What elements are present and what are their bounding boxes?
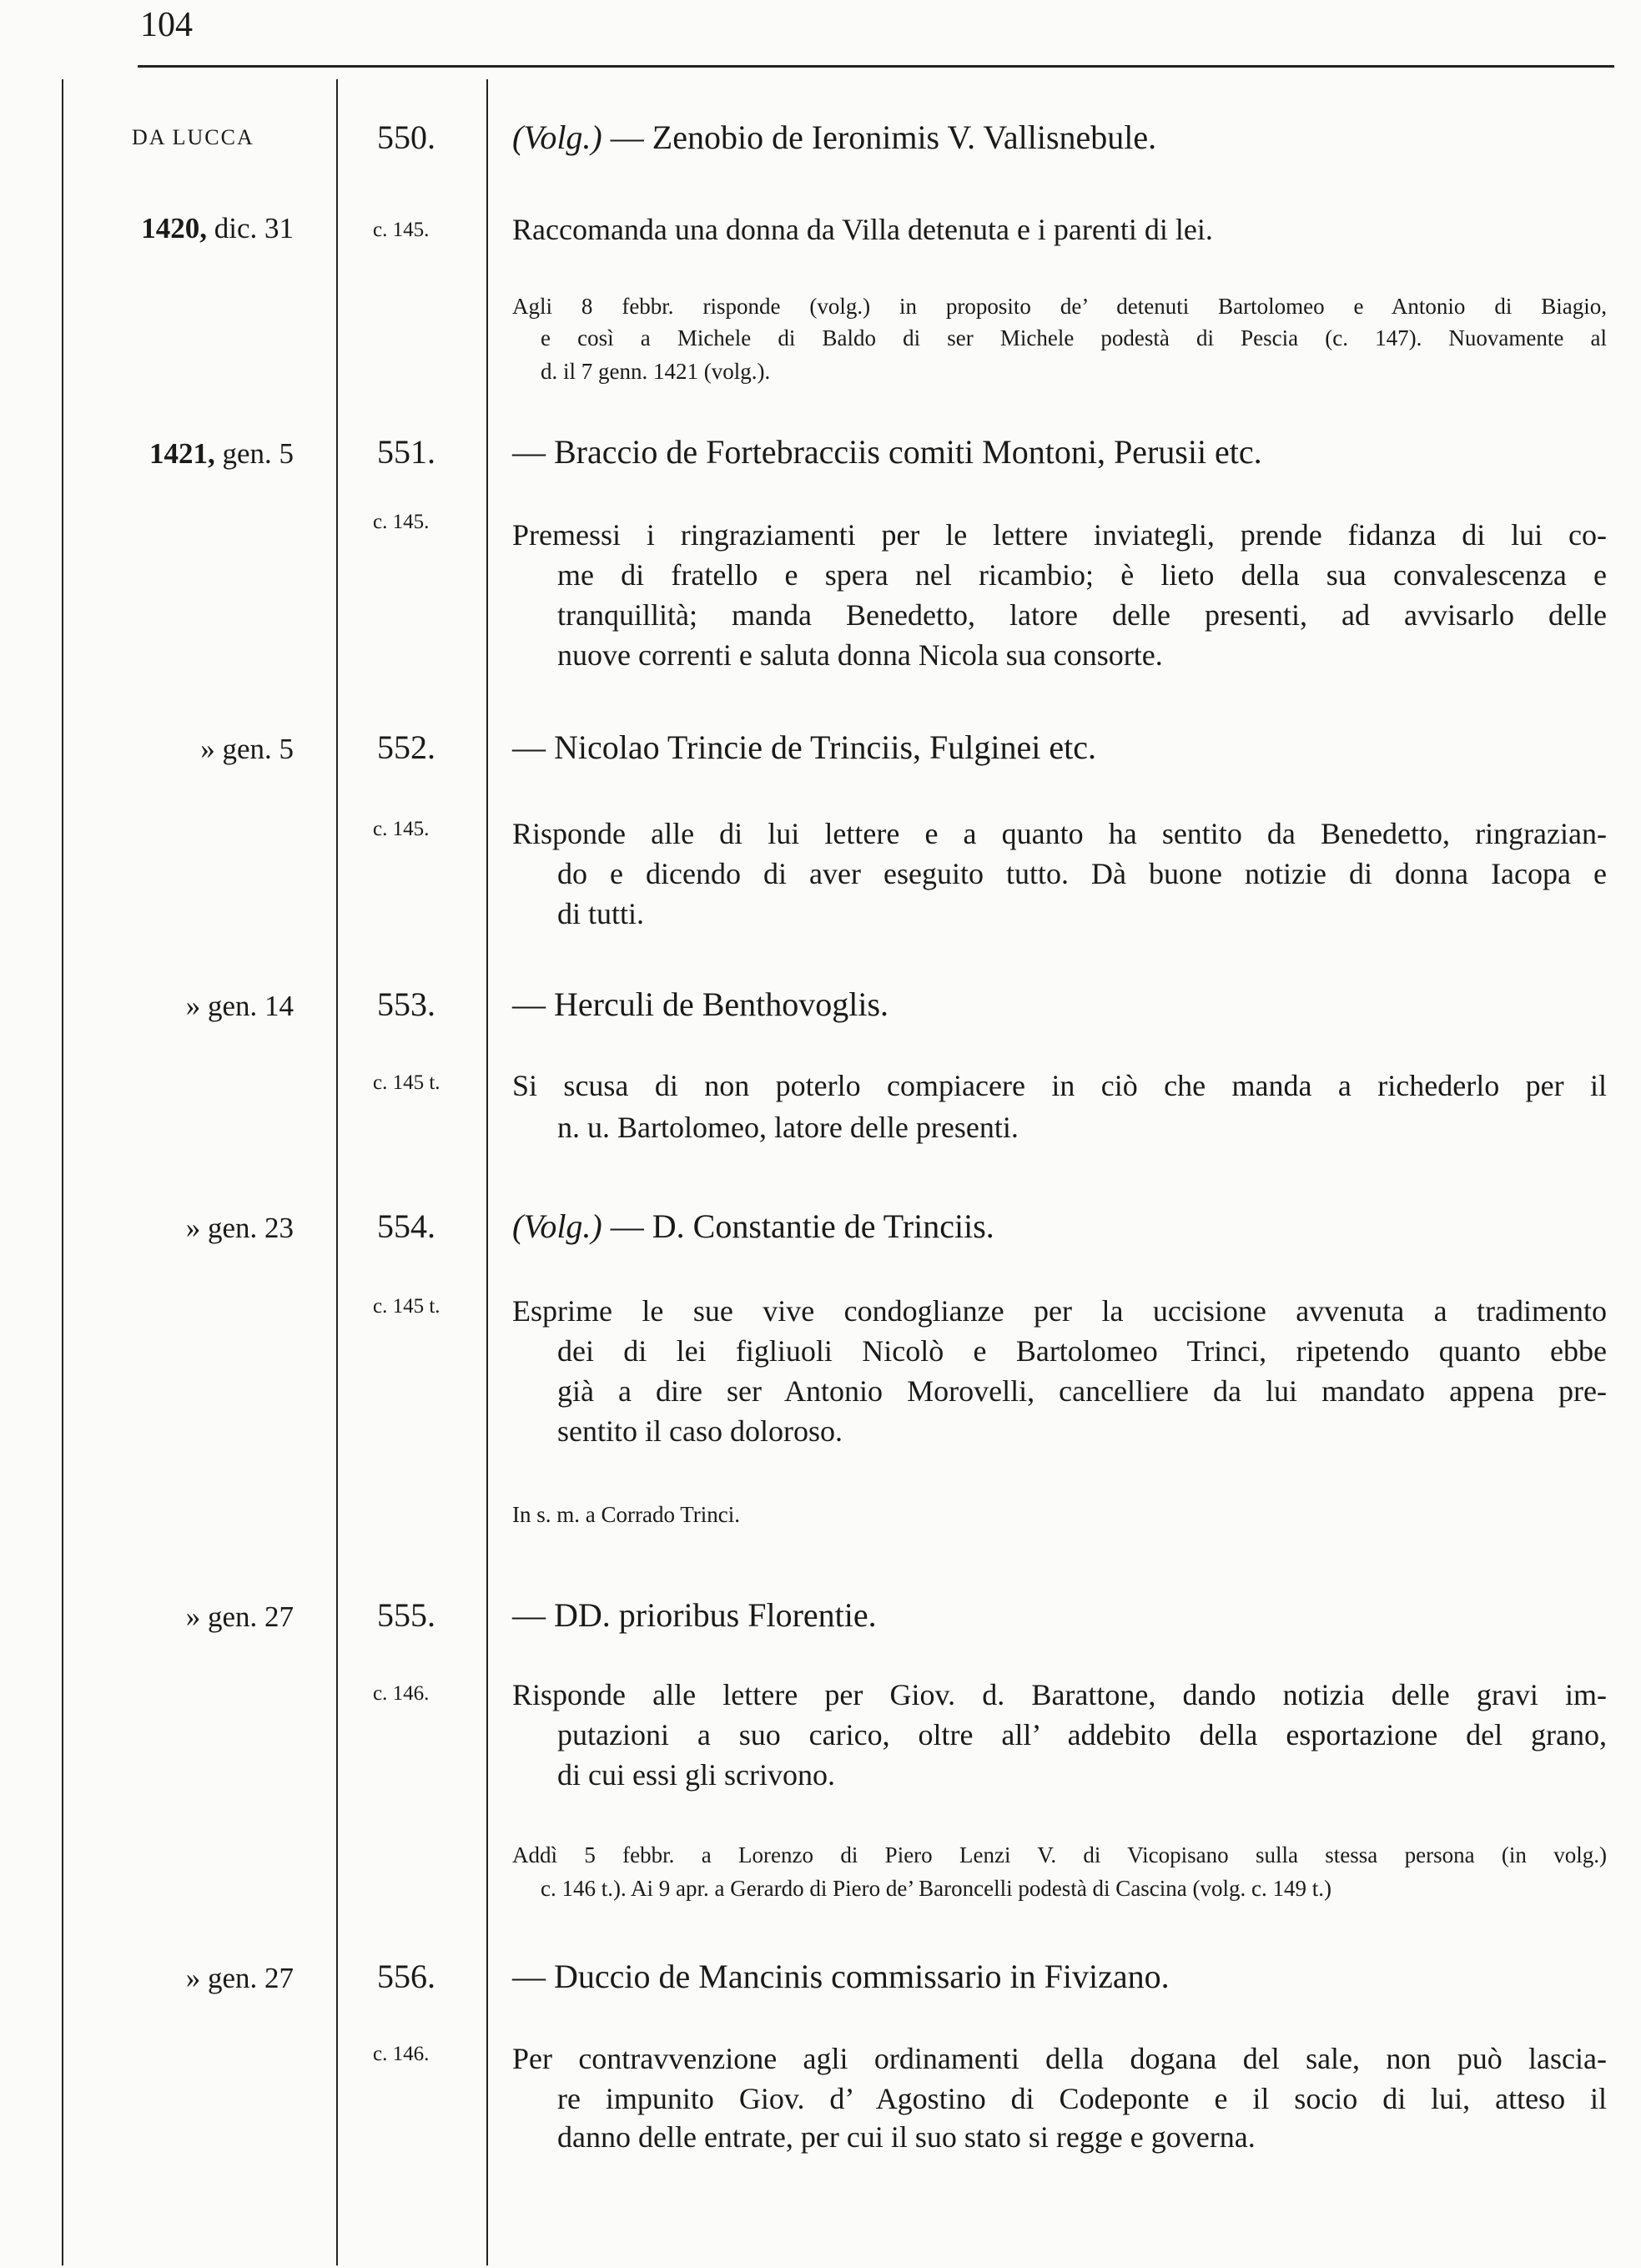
date-year: 1421, — [148, 437, 215, 470]
entry-number: 555. — [377, 1596, 435, 1634]
summary-line: di tutti. — [557, 897, 645, 930]
running-head: DA LUCCA — [132, 125, 254, 149]
folio-reference: c. 146. — [373, 2043, 430, 2065]
column-divider-right — [486, 79, 488, 2265]
entry-date — [43, 990, 294, 1023]
folio-reference: c. 145 t. — [373, 1295, 440, 1318]
summary-line: nuove correnti e saluta donna Nicola sua consorte. — [557, 638, 1163, 672]
note-line: c. 146 t.). Ai 9 apr. a Gerardo di Piero de’ Baroncelli podestà di Cascina (volg. c. 149 t.) — [541, 1876, 1331, 1901]
summary-line: tranquillità; manda Benedetto, latore delle presenti, ad avvisarlo delle — [557, 598, 1607, 632]
date-year: » — [185, 990, 201, 1022]
page-number: 104 — [140, 6, 193, 44]
entry-number: 551. — [377, 433, 435, 471]
note-line: Agli 8 febbr. risponde (volg.) in proposito de’ detenuti Bartolomeo e Antonio di Biagio, — [512, 294, 1607, 319]
date-day: dic. 31 — [206, 212, 294, 244]
summary-line: danno delle entrate, per cui il suo stato si regge e governa. — [557, 2120, 1256, 2154]
entry-number: 553. — [377, 985, 435, 1023]
entry-recipient — [512, 985, 888, 1024]
folio-reference: c. 145. — [373, 219, 430, 241]
entry-date — [43, 212, 294, 245]
summary-line: Risponde alle di lui lettere e a quanto ha sentito da Benedetto, ringrazian- — [512, 817, 1607, 850]
summary-line: Esprime le sue vive condoglianze per la uccisione avvenuta a tradimento — [512, 1294, 1607, 1328]
summary-line: dei di lei figliuoli Nicolò e Bartolomeo Trinci, ripetendo quanto ebbe — [557, 1334, 1607, 1368]
summary-line: me di fratello e spera nel ricambio; è lieto della sua convalescenza e — [557, 558, 1607, 592]
summary-line: putazioni a suo carico, oltre all’ addebito della esportazione del grano, — [557, 1718, 1607, 1751]
note-line: e così a Michele di Baldo di ser Michele podestà di Pescia (c. 147). Nuovamente al — [541, 325, 1607, 350]
recipient-name: — Zenobio de Ieronimis V. Vallisnebule. — [602, 118, 1157, 156]
entry-recipient — [512, 1207, 994, 1246]
column-divider-left — [62, 79, 63, 2265]
top-rule — [138, 65, 1614, 68]
entry-recipient — [512, 432, 1262, 471]
recipient-name: — Braccio de Fortebracciis comiti Montoni, Perusii etc. — [512, 433, 1262, 471]
summary-line: do e dicendo di aver eseguito tutto. Dà buone notizie di donna Iacopa e — [557, 857, 1607, 890]
summary-line: Risponde alle lettere per Giov. d. Barattone, dando notizia delle gravi im- — [512, 1678, 1607, 1711]
summary-line: Premessi i ringraziamenti per le lettere inviategli, prende fidanza di lui co- — [512, 518, 1607, 552]
recipient-name: — Duccio de Mancinis commissario in Fivizano. — [512, 1958, 1170, 1995]
folio-reference: c. 145. — [373, 818, 430, 840]
volgare-marker: (Volg.) — [512, 1207, 602, 1245]
entry-recipient — [512, 728, 1096, 767]
entry-recipient — [512, 1595, 877, 1635]
summary-line: già a dire ser Antonio Morovelli, cancelliere da lui mandato appena pre- — [557, 1374, 1607, 1408]
entry-number: 552. — [377, 728, 435, 766]
entry-date — [43, 437, 294, 471]
note-line: Addì 5 febbr. a Lorenzo di Piero Lenzi V. di Vicopisano sulla stessa persona (in volg.) — [512, 1842, 1607, 1867]
summary-line: Si scusa di non poterlo compiacere in ciò che manda a richederlo per il — [512, 1069, 1607, 1102]
summary-line: n. u. Bartolomeo, latore delle presenti. — [557, 1111, 1019, 1144]
recipient-name: — DD. prioribus Florentie. — [512, 1596, 877, 1634]
entry-number: 550. — [377, 118, 435, 156]
date-day: gen. 27 — [200, 1600, 294, 1633]
date-day: gen. 5 — [214, 733, 294, 765]
date-day: gen. 27 — [200, 1962, 294, 1994]
summary-line: Raccomanda una donna da Villa detenuta e i parenti di lei. — [512, 213, 1213, 246]
entry-date — [43, 1600, 294, 1634]
recipient-name: — Nicolao Trincie de Trinciis, Fulginei etc. — [512, 728, 1096, 766]
note-line: d. il 7 genn. 1421 (volg.). — [541, 359, 771, 384]
date-day: gen. 5 — [214, 437, 294, 470]
date-year: » — [185, 1212, 201, 1244]
folio-reference: c. 146. — [373, 1682, 430, 1705]
summary-line: re impunito Giov. d’ Agostino di Codeponte e il socio di lui, atteso il — [557, 2082, 1607, 2115]
entry-date — [43, 1212, 294, 1245]
recipient-name: — Herculi de Benthovoglis. — [512, 985, 889, 1023]
date-year: 1420, — [141, 212, 207, 244]
volgare-marker: (Volg.) — [512, 118, 602, 156]
note-line: In s. m. a Corrado Trinci. — [512, 1502, 740, 1527]
summary-line: di cui essi gli scrivono. — [557, 1758, 835, 1792]
summary-line: sentito il caso doloroso. — [557, 1414, 843, 1448]
entry-number: 554. — [377, 1207, 435, 1245]
date-day: gen. 14 — [200, 990, 294, 1022]
date-year: » — [185, 1962, 201, 1994]
entry-recipient — [512, 118, 1156, 157]
date-year: » — [200, 733, 215, 765]
entry-recipient — [512, 1957, 1170, 1996]
entry-date — [43, 733, 294, 766]
folio-reference: c. 145 t. — [373, 1071, 440, 1094]
date-day: gen. 23 — [200, 1212, 294, 1244]
recipient-name: — D. Constantie de Trinciis. — [602, 1207, 994, 1245]
summary-line: Per contravvenzione agli ordinamenti della dogana del sale, non può lascia- — [512, 2042, 1607, 2075]
folio-reference: c. 145. — [373, 511, 430, 533]
column-divider-middle — [336, 79, 338, 2265]
date-year: » — [185, 1600, 201, 1633]
entry-number: 556. — [377, 1958, 435, 1995]
entry-date — [43, 1962, 294, 1995]
